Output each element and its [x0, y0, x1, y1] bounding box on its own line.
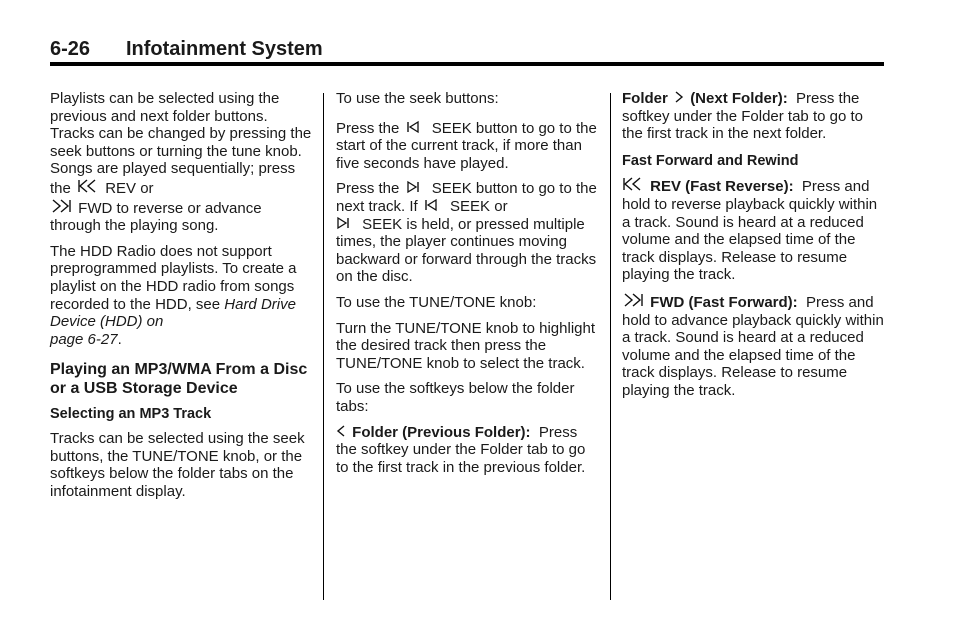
text: SEEK is held, or pressed multiple times, the player continues moving backward or forward through the tracks on the disc. [336, 215, 597, 286]
text: Playlists can be selected using the previous and next folder buttons. Tracks can be changed by pressing the seek buttons or turning the tune knob. Songs are played sequentially; press the [50, 90, 312, 197]
text: Press and hold to reverse playback quickly within a track. Sound is heard at a reduced volume and the elapsed time of the track displays. Release to resume playing the track. [622, 178, 878, 284]
rev-icon [622, 176, 644, 192]
column-divider-2 [610, 93, 611, 600]
header-rule [50, 62, 884, 66]
text: Press and hold to advance playback quickly within a track. Sound is heard at a reduced volume and the elapsed time of the track displays. Release to resume playing the track. [622, 293, 884, 399]
label: Folder (Previous Folder): [352, 423, 531, 441]
paragraph-softkeys-intro: To use the softkeys below the folder tabs: [336, 380, 575, 415]
section-heading: Playing an MP3/WMA From a Disc or a USB Storage Device [50, 361, 308, 398]
seek-back-icon [406, 120, 420, 134]
paragraph-folder-prev [336, 424, 600, 477]
text: SEEK button to go to the next track. If [336, 180, 597, 215]
label: REV (Fast Reverse): [650, 178, 794, 196]
chapter-title: Infotainment System [126, 38, 323, 60]
text: SEEK or [450, 197, 508, 215]
paragraph-knob: Turn the TUNE/TONE knob to highlight the desired track then press the TUNE/TONE knob to select the track. [336, 319, 596, 372]
column-1 [50, 90, 312, 508]
text: REV or [105, 179, 154, 197]
paragraph-playlists [50, 90, 312, 235]
subsection-heading: Fast Forward and Rewind [622, 152, 799, 169]
page-number: 6-26 [50, 38, 91, 60]
paragraph-seek-intro: To use the seek buttons: [336, 90, 499, 107]
rev-icon [77, 178, 99, 194]
paragraph-select-track: Tracks can be selected using the seek buttons, the TUNE/TONE knob, or the softkeys below the folder tabs on the infotainment display. [50, 429, 305, 500]
label: Folder [622, 90, 668, 107]
paragraph-folder-next [622, 90, 886, 143]
seek-forward-icon [336, 216, 350, 230]
column-divider-1 [323, 93, 324, 600]
text: Press the [336, 180, 400, 198]
paragraph-knob-intro: To use the TUNE/TONE knob: [336, 293, 537, 311]
text: . [117, 330, 122, 348]
text: The HDD Radio does not support preprogrammed playlists. To create a playlist on the HDD radio from songs recorded to the HDD, see [50, 242, 297, 313]
text: Press the softkey under the Folder tab to go to the first track in the next folder. [622, 90, 863, 143]
label: FWD (Fast Forward): [650, 293, 798, 311]
text: FWD to reverse or advance through the playing song. [50, 199, 262, 235]
text: SEEK button to go to the start of the current track, if more than five seconds have played. [336, 119, 597, 172]
seek-back-icon [424, 198, 438, 212]
label: (Next Folder): [690, 90, 788, 107]
fwd-icon [50, 198, 72, 214]
paragraph-hdd [50, 243, 312, 349]
column-2 [336, 90, 600, 484]
folder-next-icon [674, 90, 684, 104]
column-3 [622, 90, 886, 408]
seek-forward-icon [406, 180, 420, 194]
text: Press the softkey under the Folder tab to go to the first track in the previous folder. [336, 423, 586, 476]
fwd-icon [622, 292, 644, 308]
paragraph-rev [622, 176, 886, 284]
subsection-heading: Selecting an MP3 Track [50, 406, 212, 423]
cross-reference-link[interactable]: Hard Drive Device (HDD) on page 6-27 [50, 295, 296, 348]
paragraph-fwd [622, 292, 886, 400]
paragraph-seek-back [336, 120, 600, 173]
folder-prev-icon [336, 424, 346, 438]
paragraph-seek-forward [336, 180, 600, 286]
text: Press the [336, 119, 400, 137]
